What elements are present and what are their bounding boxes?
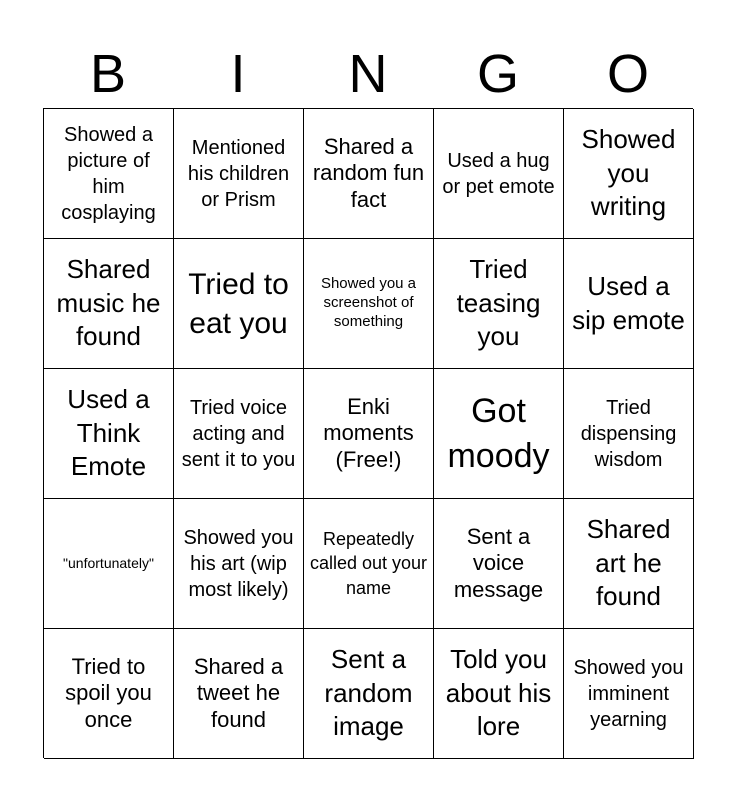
bingo-cell-r4c1[interactable] xyxy=(44,499,174,629)
bingo-cell-text: Tried teasing you xyxy=(456,253,541,352)
bingo-cell-text: Told you about his lore xyxy=(445,643,552,742)
bingo-cell-r1c3[interactable] xyxy=(304,109,434,239)
bingo-cell-text: Sent a random image xyxy=(324,643,413,742)
bingo-cell-r2c3[interactable] xyxy=(304,239,434,369)
bingo-cell-text: Shared a tweet he found xyxy=(193,653,284,732)
bingo-cell-text: Shared music he found xyxy=(56,253,161,352)
bingo-cell-r3c1[interactable] xyxy=(44,369,174,499)
bingo-cell-r2c1[interactable] xyxy=(44,239,174,369)
bingo-cell-r5c2[interactable] xyxy=(174,629,304,759)
bingo-cell-r1c2[interactable] xyxy=(174,109,304,239)
bingo-cell-text: "unfortunately" xyxy=(63,555,154,572)
bingo-cell-text: Enki moments (Free!) xyxy=(323,393,414,472)
header-letter-g: G xyxy=(476,44,519,104)
bingo-cell-r1c1[interactable] xyxy=(44,109,174,239)
bingo-cell-text: Showed you imminent yearning xyxy=(573,656,684,731)
bingo-cell-r1c5[interactable] xyxy=(564,109,694,239)
bingo-cell-text: Showed you writing xyxy=(581,123,676,222)
bingo-cell-text: Repeatedly called out your name xyxy=(309,529,428,598)
bingo-cell-text: Shared art he found xyxy=(586,513,671,612)
bingo-cell-r3c2[interactable] xyxy=(174,369,304,499)
bingo-header xyxy=(43,40,693,108)
bingo-cell-r5c4[interactable] xyxy=(434,629,564,759)
bingo-cell-r5c1[interactable] xyxy=(44,629,174,759)
bingo-cell-r2c4[interactable] xyxy=(434,239,564,369)
bingo-cell-text: Showed a picture of him cosplaying xyxy=(61,123,156,224)
header-letter-i: I xyxy=(230,44,246,104)
bingo-cell-r3c4[interactable] xyxy=(434,369,564,499)
bingo-cell-text: Used a Think Emote xyxy=(67,383,150,482)
bingo-cell-r2c2[interactable] xyxy=(174,239,304,369)
bingo-cell-text: Tried voice acting and sent it to you xyxy=(181,396,296,471)
bingo-cell-text: Shared a random fun fact xyxy=(312,133,425,212)
bingo-cell-text: Tried dispensing wisdom xyxy=(580,396,677,471)
bingo-cell-r5c5[interactable] xyxy=(564,629,694,759)
bingo-cell-text: Tried to eat you xyxy=(188,267,289,340)
bingo-cell-text: Mentioned his children or Prism xyxy=(187,136,290,211)
bingo-cell-text: Used a sip emote xyxy=(572,270,685,335)
bingo-cell-text: Sent a voice message xyxy=(453,523,544,602)
bingo-cell-text: Showed you his art (wip most likely) xyxy=(183,526,294,601)
bingo-cell-r4c3[interactable] xyxy=(304,499,434,629)
bingo-board xyxy=(43,108,693,758)
header-letter-o: O xyxy=(606,44,649,104)
bingo-cell-r4c5[interactable] xyxy=(564,499,694,629)
bingo-cell-r2c5[interactable] xyxy=(564,239,694,369)
bingo-cell-r3c3[interactable] xyxy=(304,369,434,499)
bingo-cell-r4c2[interactable] xyxy=(174,499,304,629)
header-letter-b: B xyxy=(89,44,127,104)
bingo-cell-text: Used a hug or pet emote xyxy=(442,149,555,198)
bingo-cell-text: Showed you a screenshot of something xyxy=(320,275,417,330)
bingo-cell-text: Tried to spoil you once xyxy=(65,653,152,732)
header-letter-n: N xyxy=(348,44,388,104)
bingo-cell-text: Got moody xyxy=(447,392,550,475)
bingo-cell-r5c3[interactable] xyxy=(304,629,434,759)
bingo-cell-r1c4[interactable] xyxy=(434,109,564,239)
bingo-cell-r3c5[interactable] xyxy=(564,369,694,499)
bingo-cell-r4c4[interactable] xyxy=(434,499,564,629)
